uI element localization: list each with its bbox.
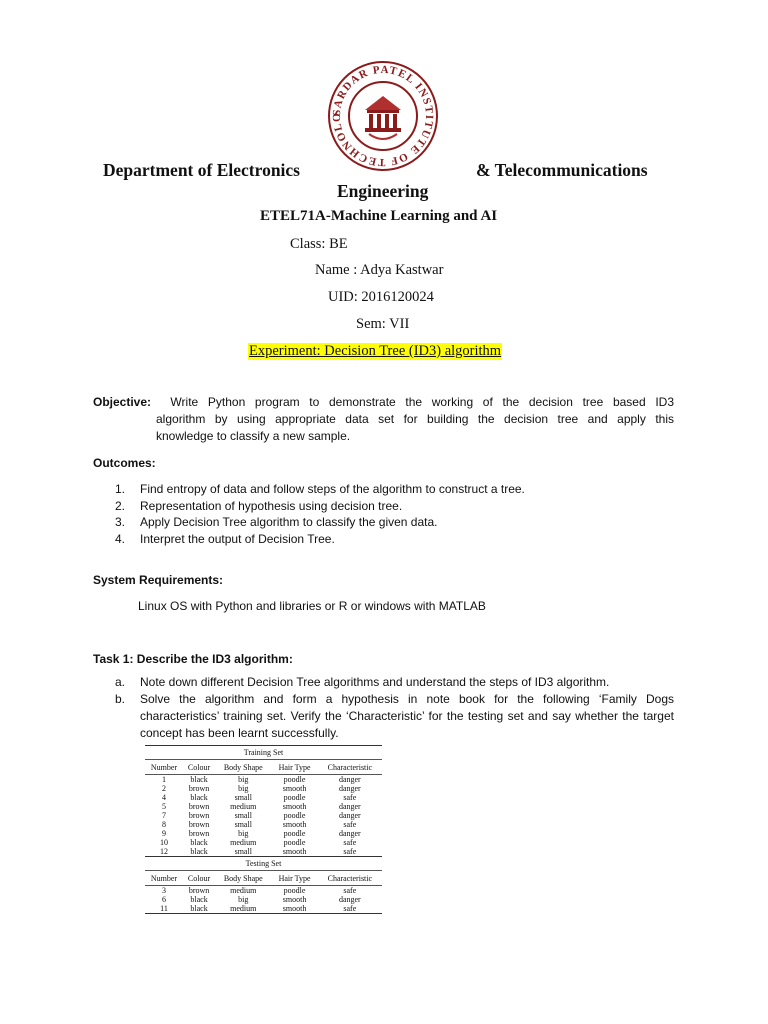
table-row: [145, 811, 382, 820]
table-row: [145, 793, 382, 802]
list-text: Find entropy of data and follow steps of the algorithm to construct a tree.: [140, 482, 525, 496]
list-text: Solve the algorithm and form a hypothesis in note book for the following ‘Family Dogs characteristics’ training set. Verify the ‘Characteristic’ for the testing set and say whether the target concept has been learnt successfully.: [140, 692, 674, 740]
table-cell: 2: [161, 784, 166, 793]
table-row: [145, 829, 382, 838]
table-row: [145, 847, 382, 857]
table-cell: medium: [230, 886, 257, 895]
svg-text:SARDAR PATEL INSTITUTE OF TECH: SARDAR PATEL INSTITUTE OF TECHNOLO: [330, 63, 436, 169]
table-header-row: [145, 871, 382, 886]
table-cell: 11: [160, 904, 168, 913]
department-title-right: & Telecommunications: [476, 160, 648, 180]
list-item: [115, 674, 674, 691]
list-number: 3.: [115, 515, 126, 529]
table-row: [145, 904, 382, 914]
student-name: Name : Adya Kastwar: [315, 262, 444, 278]
table-cell: poodle: [283, 793, 306, 802]
table-cell: small: [234, 811, 252, 820]
column-header: Hair Type: [271, 760, 317, 775]
table-cell: black: [190, 847, 208, 856]
list-letter: a.: [115, 675, 126, 689]
table-cell: medium: [230, 838, 257, 847]
column-header: Colour: [183, 760, 215, 775]
list-text: Apply Decision Tree algorithm to classify the given data.: [140, 515, 438, 529]
table-cell: 12: [159, 847, 168, 856]
table-cell: 10: [159, 838, 168, 847]
objective-line-2: algorithm by using appropriate data set for building the decision tree and apply this: [156, 412, 674, 426]
table-cell: brown: [188, 784, 210, 793]
system-requirements-heading: System Requirements:: [93, 573, 224, 587]
column-header: Colour: [183, 871, 215, 886]
semester: Sem: VII: [356, 316, 410, 332]
table-cell: poodle: [283, 886, 306, 895]
list-item: [115, 514, 525, 531]
table-cell: poodle: [283, 838, 306, 847]
table-cell: 5: [161, 802, 166, 811]
table-cell: smooth: [282, 820, 307, 829]
table-cell: 4: [161, 793, 166, 802]
list-number: 4.: [115, 531, 126, 546]
table-cell: smooth: [282, 895, 307, 904]
table-cell: small: [234, 820, 252, 829]
table-cell: medium: [230, 802, 257, 811]
table-cell: black: [190, 793, 208, 802]
list-letter: b.: [115, 692, 126, 706]
outcomes-list: [115, 481, 525, 547]
table-cell: 3: [161, 886, 166, 895]
table-cell: brown: [188, 829, 210, 838]
table-cell: smooth: [282, 847, 307, 856]
outcomes-heading: Outcomes:: [93, 456, 156, 470]
list-text: Representation of hypothesis using decision tree.: [140, 498, 403, 513]
table-cell: brown: [188, 811, 210, 820]
table-row: [145, 784, 382, 793]
list-text: Interpret the output of Decision Tree.: [140, 531, 335, 546]
list-item: [115, 498, 525, 515]
table-cell: medium: [230, 904, 257, 913]
table-cell: brown: [188, 820, 210, 829]
department-title-line2: Engineering: [337, 181, 429, 201]
table-row: [145, 775, 382, 785]
column-header: Characteristic: [318, 760, 382, 775]
table-row: [145, 820, 382, 829]
objective-label: Objective:: [93, 395, 152, 409]
table-cell: smooth: [282, 802, 307, 811]
table-cell: black: [190, 838, 208, 847]
column-header: Body Shape: [215, 760, 271, 775]
column-header: Number: [145, 871, 183, 886]
table-cell: safe: [343, 847, 357, 856]
table-cell: 7: [161, 811, 166, 820]
table-header-row: [145, 760, 382, 775]
family-dogs-table: [145, 745, 382, 914]
institute-logo: [327, 60, 439, 172]
objective-text-1: Write Python program to demonstrate the working of the decision tree based ID3: [170, 395, 675, 409]
list-number: 1.: [115, 482, 126, 496]
column-header: Body Shape: [215, 871, 271, 886]
table-cell: safe: [343, 904, 357, 913]
table-row: [145, 838, 382, 847]
objective-paragraph: [93, 394, 674, 445]
table-cell: brown: [188, 886, 210, 895]
task-heading: Task 1: Describe the ID3 algorithm:: [93, 652, 293, 666]
task-list: [115, 674, 674, 742]
table-cell: danger: [338, 784, 361, 793]
table-row: [145, 895, 382, 904]
table-cell: safe: [343, 886, 357, 895]
table-cell: small: [234, 847, 252, 856]
table-cell: 1: [161, 775, 166, 784]
table-cell: big: [238, 895, 249, 904]
table-cell: black: [190, 895, 208, 904]
table-cell: danger: [338, 895, 361, 904]
column-header: Characteristic: [318, 871, 382, 886]
list-item: [115, 481, 525, 498]
table-cell: safe: [343, 793, 357, 802]
testing-set-title: Testing Set: [145, 857, 382, 871]
list-number: 2.: [115, 498, 126, 513]
list-item: [115, 531, 525, 548]
table-cell: safe: [343, 838, 357, 847]
training-set-title: Training Set: [145, 746, 382, 760]
table-cell: poodle: [283, 829, 306, 838]
training-set-table: [145, 745, 382, 914]
table-cell: danger: [338, 811, 361, 820]
course-title: ETEL71A-Machine Learning and AI: [260, 208, 498, 224]
table-cell: smooth: [282, 784, 307, 793]
table-cell: black: [190, 775, 208, 784]
objective-line-3: knowledge to classify a new sample.: [156, 429, 351, 443]
department-title-left: Department of Electronics: [103, 160, 300, 180]
table-cell: danger: [338, 829, 361, 838]
column-header: Hair Type: [271, 871, 317, 886]
list-text: Note down different Decision Tree algorithms and understand the steps of ID3 algorithm.: [140, 675, 610, 689]
table-cell: small: [234, 793, 252, 802]
table-cell: 9: [161, 829, 166, 838]
experiment-title: Experiment: Decision Tree (ID3) algorithm: [249, 343, 502, 359]
table-cell: poodle: [283, 775, 306, 784]
table-cell: smooth: [282, 904, 307, 913]
list-item: [115, 691, 674, 742]
table-cell: big: [238, 784, 249, 793]
objective-line-1: [93, 394, 674, 411]
class-label: Class: BE: [290, 236, 348, 252]
table-cell: 8: [161, 820, 166, 829]
table-cell: 6: [161, 895, 166, 904]
table-row: [145, 802, 382, 811]
table-cell: safe: [343, 820, 357, 829]
table-cell: brown: [188, 802, 210, 811]
student-uid: UID: 2016120024: [328, 289, 434, 305]
system-requirements-text: Linux OS with Python and libraries or R or windows with MATLAB: [138, 599, 486, 613]
column-header: Number: [145, 760, 183, 775]
institute-seal-icon: [327, 60, 439, 172]
table-cell: danger: [338, 802, 361, 811]
table-cell: big: [238, 829, 249, 838]
table-cell: big: [238, 775, 249, 784]
table-cell: danger: [338, 775, 361, 784]
table-row: [145, 886, 382, 896]
table-cell: black: [190, 904, 208, 913]
table-cell: poodle: [283, 811, 306, 820]
